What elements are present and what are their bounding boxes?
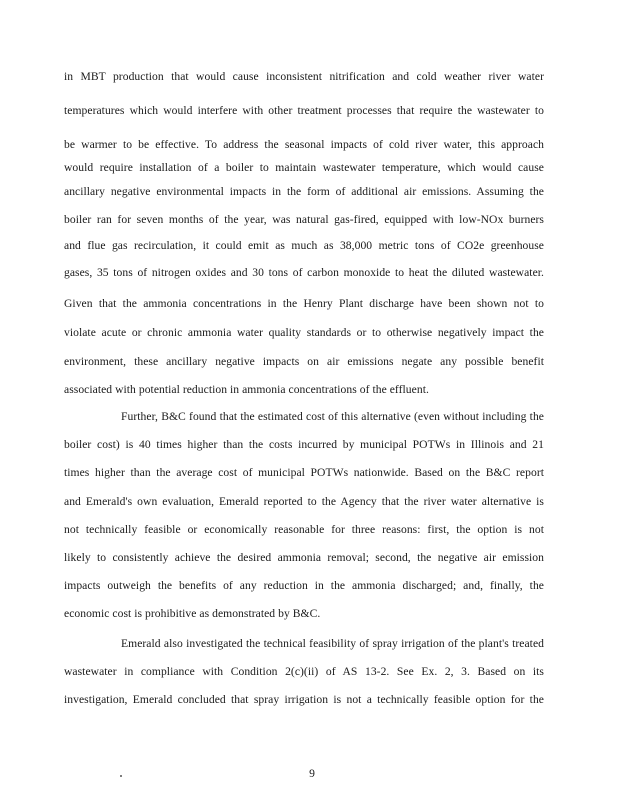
paragraph-3-line-1: Emerald also investigated the technical feasibility of spray irrigation of the plant's treated bbox=[121, 637, 544, 650]
paragraph-1-line-10: violate acute or chronic ammonia water quality standards or to otherwise negatively impact the bbox=[64, 326, 544, 339]
paragraph-2-line-6: likely to consistently achieve the desired ammonia removal; second, the negative air emission bbox=[64, 551, 544, 564]
paragraph-1-line-5: ancillary negative environmental impacts in the form of additional air emissions. Assuming the bbox=[64, 185, 544, 198]
paragraph-1-line-12: associated with potential reduction in ammonia concentrations of the effluent. bbox=[64, 383, 429, 396]
paragraph-1-line-4: would require installation of a boiler to maintain wastewater temperature, which would cause bbox=[64, 161, 544, 174]
paragraph-2-line-7: impacts outweigh the benefits of any reduction in the ammonia discharged; and, finally, the bbox=[64, 579, 544, 592]
page-number: 9 bbox=[309, 767, 315, 780]
paragraph-2-line-8: economic cost is prohibitive as demonstrated by B&C. bbox=[64, 607, 321, 620]
paragraph-2-line-4: and Emerald's own evaluation, Emerald reported to the Agency that the river water alternative is bbox=[64, 495, 544, 508]
paragraph-3-line-2: wastewater in compliance with Condition 2(c)(ii) of AS 13-2. See Ex. 2, 3. Based on its bbox=[64, 665, 544, 678]
paragraph-1-line-7: and flue gas recirculation, it could emit as much as 38,000 metric tons of CO2e greenhouse bbox=[64, 239, 544, 252]
paragraph-1-line-11: environment, these ancillary negative impacts on air emissions negate any possible benefit bbox=[64, 355, 544, 368]
paragraph-1-line-3: be warmer to be effective. To address the seasonal impacts of cold river water, this approach bbox=[64, 138, 544, 151]
paragraph-1-line-6: boiler ran for seven months of the year, was natural gas-fired, equipped with low-NOx burners bbox=[64, 213, 544, 226]
paragraph-1-line-8: gases, 35 tons of nitrogen oxides and 30 tons of carbon monoxide to heat the diluted wastewater. bbox=[64, 266, 544, 279]
paragraph-2-line-3: times higher than the average cost of municipal POTWs nationwide. Based on the B&C report bbox=[64, 466, 544, 479]
paragraph-1-line-1: in MBT production that would cause inconsistent nitrification and cold weather river water bbox=[64, 70, 544, 83]
paragraph-2-line-2: boiler cost) is 40 times higher than the costs incurred by municipal POTWs in Illinois and 21 bbox=[64, 438, 544, 451]
scan-speck bbox=[120, 775, 122, 777]
paragraph-1-line-2: temperatures which would interfere with other treatment processes that require the wastewater to bbox=[64, 104, 544, 117]
paragraph-2-line-1: Further, B&C found that the estimated cost of this alternative (even without including the bbox=[121, 410, 544, 423]
paragraph-3-line-3: investigation, Emerald concluded that spray irrigation is not a technically feasible option for the bbox=[64, 693, 544, 706]
paragraph-1-line-9: Given that the ammonia concentrations in the Henry Plant discharge have been shown not to bbox=[64, 297, 544, 310]
paragraph-2-line-5: not technically feasible or economically reasonable for three reasons: first, the option is not bbox=[64, 523, 544, 536]
